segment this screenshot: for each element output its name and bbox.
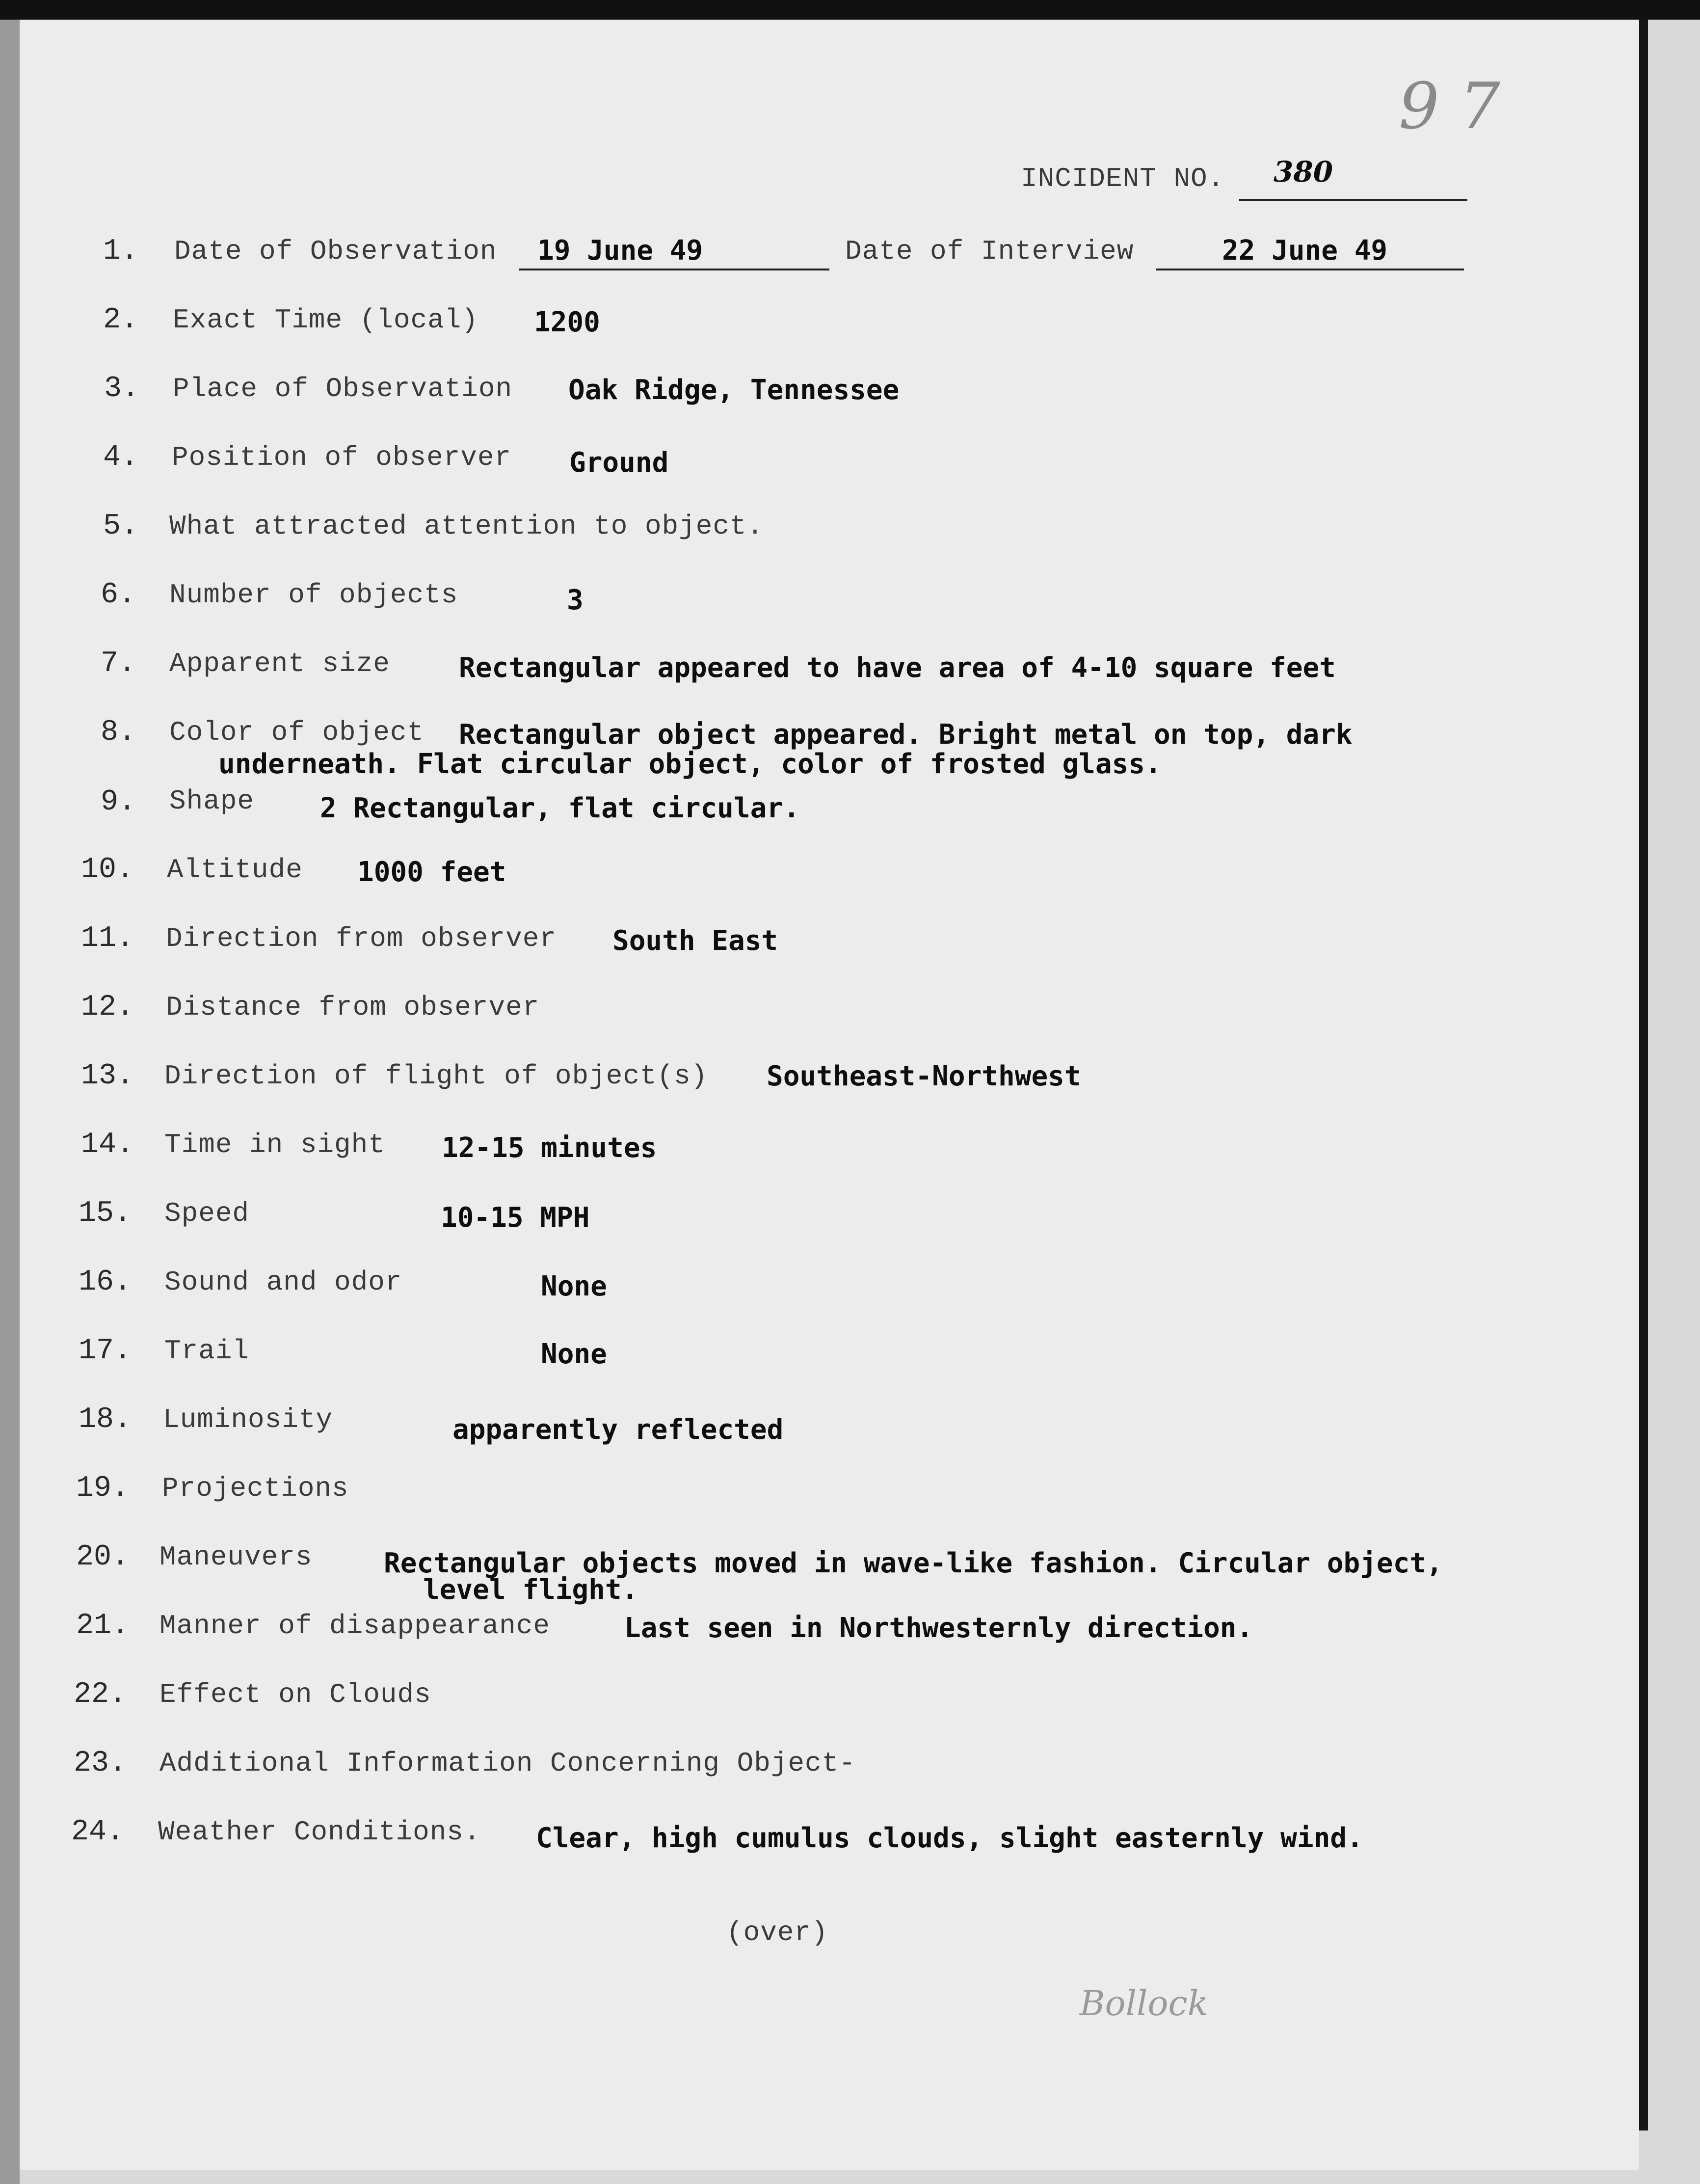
item-label-date-of-observation: Date of Observation (174, 236, 497, 267)
item-label-time-in-sight: Time in sight (164, 1129, 385, 1160)
item-number: 16. (79, 1266, 132, 1299)
item-label-effect-on-clouds: Effect on Clouds (159, 1679, 431, 1710)
item-number: 6. (101, 578, 136, 612)
item-number: 14. (81, 1128, 134, 1161)
item-value-trail: None (541, 1338, 607, 1370)
item-label-distance-from-observer: Distance from observer (166, 992, 540, 1023)
item-value-manner-of-disappearance: Last seen in Northwesternly direction. (624, 1612, 1253, 1644)
item-value-place-of-observation: Oak Ridge, Tennessee (568, 374, 900, 406)
item-label-maneuvers: Maneuvers (159, 1541, 313, 1573)
item-number: 3. (104, 372, 140, 405)
item-value-maneuvers-cont: level flight. (423, 1574, 638, 1606)
item-number: 13. (81, 1059, 134, 1093)
date-of-observation-underline (519, 269, 829, 270)
item-label-what-attracted-attention: What attracted attention to object. (169, 511, 764, 542)
scan-right-edge (1639, 20, 1648, 2130)
item-label-place-of-observation: Place of Observation (173, 373, 513, 404)
item-number: 19. (76, 1472, 130, 1505)
item-label-exact-time: Exact Time (local) (173, 304, 478, 336)
item-value-weather-conditions: Clear, high cumulus clouds, slight easternly wind. (536, 1822, 1363, 1854)
item-label-direction-of-flight: Direction of flight of object(s) (164, 1060, 708, 1092)
corner-handwritten-mark: 9 7 (1399, 69, 1500, 143)
item-label-direction-from-observer: Direction from observer (166, 923, 557, 954)
incident-label: INCIDENT NO. (1021, 163, 1225, 194)
item-label-shape: Shape (169, 785, 255, 817)
item-number: 24. (71, 1815, 125, 1849)
item-value-maneuvers: Rectangular objects moved in wave-like fashion. Circular object, (384, 1547, 1443, 1579)
item-value-date-of-observation: 19 June 49 (537, 235, 703, 267)
item-label-number-of-objects: Number of objects (169, 579, 458, 611)
item-label-sound-and-odor: Sound and odor (164, 1267, 402, 1298)
item-number: 12. (81, 991, 134, 1024)
item-value-luminosity: apparently reflected (452, 1414, 784, 1446)
item-value-exact-time: 1200 (534, 306, 600, 338)
item-value-color-of-object: Rectangular object appeared. Bright metal on top, dark (459, 719, 1353, 751)
item-label-luminosity: Luminosity (163, 1404, 333, 1435)
item-number: 4. (103, 441, 139, 474)
item-number: 23. (74, 1747, 127, 1780)
item-label-additional-information: Additional Information Concerning Object- (159, 1748, 856, 1779)
item-value-apparent-size: Rectangular appeared to have area of 4-10 square feet (459, 652, 1336, 684)
item-value-shape: 2 Rectangular, flat circular. (320, 792, 800, 824)
item-value-direction-of-flight: Southeast-Northwest (767, 1060, 1081, 1092)
item-number: 21. (76, 1609, 130, 1643)
incident-number: 380 (1274, 155, 1333, 189)
item-value-time-in-sight: 12-15 minutes (442, 1132, 657, 1164)
item-number: 17. (79, 1334, 132, 1368)
item-number: 1. (103, 235, 139, 268)
item-number: 5. (103, 510, 139, 543)
item-value-date-of-interview: 22 June 49 (1222, 235, 1388, 267)
item-label-speed: Speed (164, 1198, 250, 1229)
item-label-projections: Projections (162, 1473, 349, 1504)
item-value-speed: 10-15 MPH (441, 1202, 590, 1234)
item-number: 18. (79, 1403, 132, 1436)
item-value-altitude: 1000 feet (357, 856, 506, 888)
item-number: 15. (79, 1197, 132, 1230)
item-label-date-of-interview: Date of Interview (845, 236, 1134, 267)
scan-left-edge (0, 20, 20, 2184)
item-value-number-of-objects: 3 (567, 584, 584, 616)
item-label-weather-conditions: Weather Conditions. (158, 1816, 481, 1848)
item-value-sound-and-odor: None (541, 1270, 607, 1302)
over-note: (over) (726, 1917, 828, 1948)
item-label-altitude: Altitude (167, 854, 303, 886)
item-label-apparent-size: Apparent size (169, 648, 390, 679)
item-label-manner-of-disappearance: Manner of disappearance (159, 1610, 550, 1642)
item-number: 20. (76, 1540, 130, 1574)
item-label-trail: Trail (164, 1335, 250, 1367)
pencil-note: Bollock (1080, 1983, 1209, 2023)
item-number: 22. (74, 1678, 127, 1711)
item-value-direction-from-observer: South East (612, 925, 778, 957)
incident-underline (1239, 199, 1467, 201)
item-number: 7. (101, 647, 136, 680)
item-number: 8. (101, 716, 136, 749)
item-label-color-of-object: Color of object (169, 717, 425, 748)
item-value-position-of-observer: Ground (569, 447, 669, 479)
date-of-interview-underline (1156, 269, 1464, 270)
item-label-position-of-observer: Position of observer (172, 442, 512, 473)
item-number: 2. (103, 303, 139, 337)
scan-top-edge (0, 0, 1700, 20)
item-number: 10. (81, 853, 134, 887)
item-number: 11. (81, 922, 134, 955)
item-value-color-of-object-cont: underneath. Flat circular object, color of frosted glass. (218, 748, 1162, 780)
item-number: 9. (101, 785, 136, 819)
